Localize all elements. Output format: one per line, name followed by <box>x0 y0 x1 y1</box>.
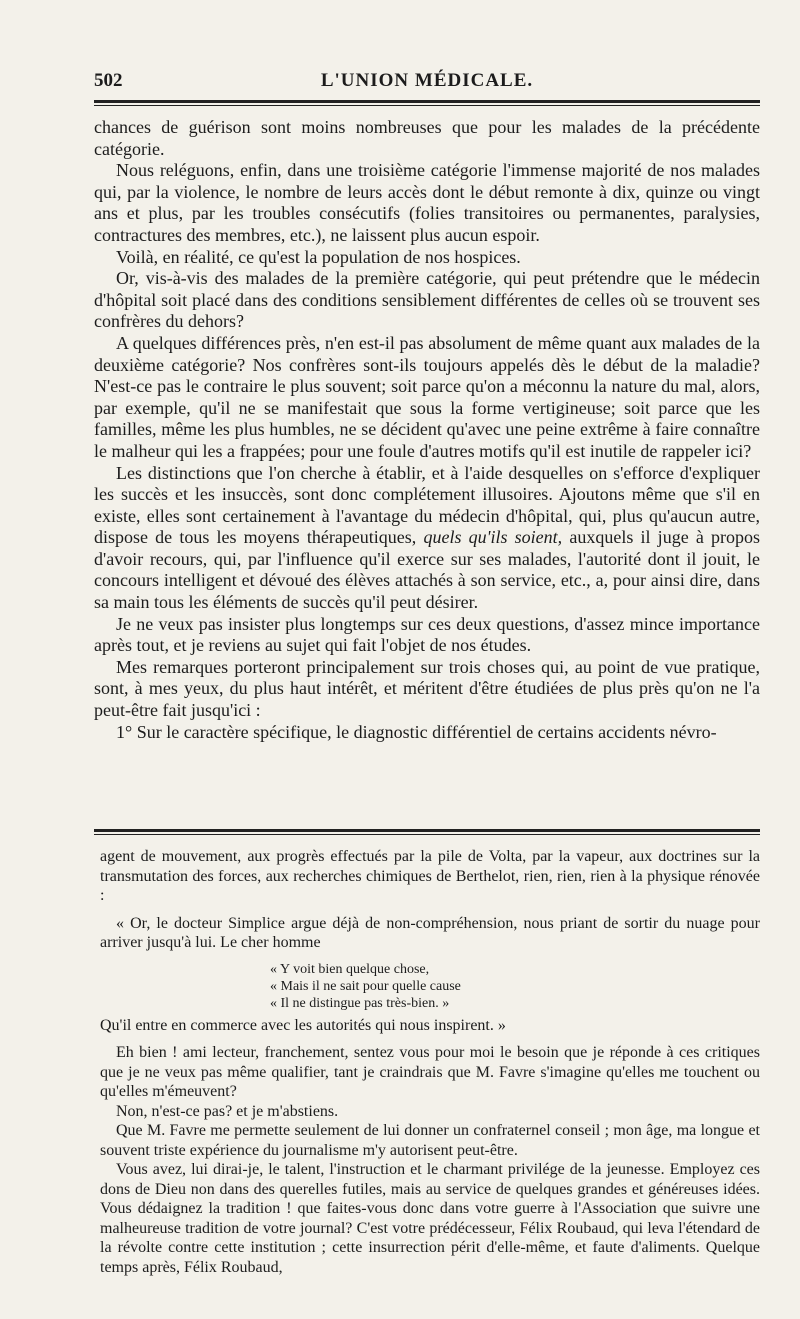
paragraph: agent de mouvement, aux progrès effectués par la pile de Volta, par la vapeur, aux doctrines sur la transmutation des forces, aux recherches chimiques de Berthelot, rien, rien, rien à la physique rénovée : <box>100 848 760 904</box>
emphasis: quels qu'ils soient, <box>423 527 563 548</box>
verse-line: « Il ne distingue pas très-bien. » <box>270 995 450 1011</box>
paragraph: A quelques différences près, n'en est-il pas absolument de même quant aux malades de la deuxième catégorie? Nos confrères sont-ils toujours appelés dès le début de la maladie? N'est-ce pas le contraire le plus souvent; soit parce qu'on a méconnu la nature du mal, alors, par exemple, qu'il ne se manifestait que sous la forme vertigineuse; soit parce que les familles, même les plus humbles, ne se décident qu'avec une peine extrême à faire connaître le malheur qui les a frappées; pour une foule d'autres motifs qu'il est inutile de rappeler ici? <box>94 332 760 461</box>
paragraph: « Or, le docteur Simplice argue déjà de non-compréhension, nous priant de sortir du nuage pour arriver jusqu'à lui. Le cher homme <box>100 914 760 951</box>
header-rule <box>94 100 760 106</box>
paragraph: Non, n'est-ce pas? et je m'abstiens. <box>116 1102 339 1120</box>
paragraph: Je ne veux pas insister plus longtemps sur ces deux questions, d'assez mince importance après tout, et je reviens au sujet qui fait l'objet de nos études. <box>94 613 760 656</box>
paragraph: Qu'il entre en commerce avec les autorités qui nous inspirent. » <box>100 1016 506 1034</box>
paragraph: Vous avez, lui dirai-je, le talent, l'instruction et le charmant privilége de la jeunesse. Employez ces dons de Dieu non dans des querelles futiles, mais au service de quelques grandes et généreuses idées. Vous dédaignez la tradition ! que faites-vous donc dans votre guerre à l'Association que suivre une malheureuse tradition de votre journal? C'est votre prédécesseur, Félix Roubaud, qui leva l'étendard de la révolte contre cette institution ; cette insurrection périt d'elle-même, et faute d'aliments. Quelque temps après, Félix Roubaud, <box>100 1161 760 1276</box>
section-rule <box>94 829 760 835</box>
running-title: L'UNION MÉDICALE. <box>320 70 534 91</box>
paragraph: Nous reléguons, enfin, dans une troisième catégorie l'immense majorité de nos malades qui, par la violence, le nombre de leurs accès dont le début remonte à dix, quinze ou vingt ans et plus, par les troubles consécutifs (folies transitoires ou permanentes, paralysies, contractures des membres, etc.), ne laissent plus aucun espoir. <box>94 160 760 245</box>
feuilleton-text <box>100 847 760 1277</box>
paragraph: Voilà, en réalité, ce qu'est la population de nos hospices. <box>116 246 521 267</box>
text-run: Les distinctions que l'on cherche à établir, et à l'aide desquelles on s'efforce d'expliquer les succès et les insuccès, sont donc complétement illusoires. Ajoutons même que s'il en existe, elles sont certainement à l'avantage du médecin d'hôpital, qui, plus qu'aucun autre, dispose de tous les moyens thérapeutiques, <box>94 462 760 548</box>
text-run: auxquels il juge à propos d'avoir recours, qui, par l'influence qu'il exerce sur ses malades, l'autorité dont il jouit, le concours intelligent et dévoué des élèves attachés à son service, etc., a, pour ainsi dire, dans sa main tous les éléments de succès qu'il peut désirer. <box>94 527 761 613</box>
verse-line: « Mais il ne sait pour quelle cause <box>270 978 461 994</box>
paragraph: Or, vis-à-vis des malades de la première catégorie, qui peut prétendre que le médecin d'hôpital soit placé dans des conditions sensiblement différentes de celles où se trouvent ses confrères du dehors? <box>94 268 760 332</box>
page-number: 502 <box>94 70 123 91</box>
verse-quote <box>270 961 760 1012</box>
paragraph <box>94 463 760 614</box>
page-header <box>94 70 760 96</box>
paragraph: chances de guérison sont moins nombreuses que pour les malades de la précédente catégorie. <box>94 117 760 159</box>
paragraph: Mes remarques porteront principalement sur trois choses qui, au point de vue pratique, sont, à mes yeux, du plus haut intérêt, et méritent d'être étudiées de plus près qu'on ne l'a peut-être fait jusqu'ici : <box>94 656 760 721</box>
main-text <box>94 117 760 743</box>
paragraph: Eh bien ! ami lecteur, franchement, sentez vous pour moi le besoin que je réponde à ces critiques que je ne veux pas même qualifier, tant je craindrais que M. Favre s'imagine qu'elles me touchent ou qu'elles m'émeuvent? <box>100 1044 760 1100</box>
verse-line: « Y voit bien quelque chose, <box>270 961 430 977</box>
paragraph: 1° Sur le caractère spécifique, le diagnostic différentiel de certains accidents névro- <box>116 721 717 742</box>
paragraph: Que M. Favre me permette seulement de lui donner un confraternel conseil ; mon âge, ma longue et souvent triste expérience du journalisme m'y autorisent peut-être. <box>100 1122 760 1159</box>
